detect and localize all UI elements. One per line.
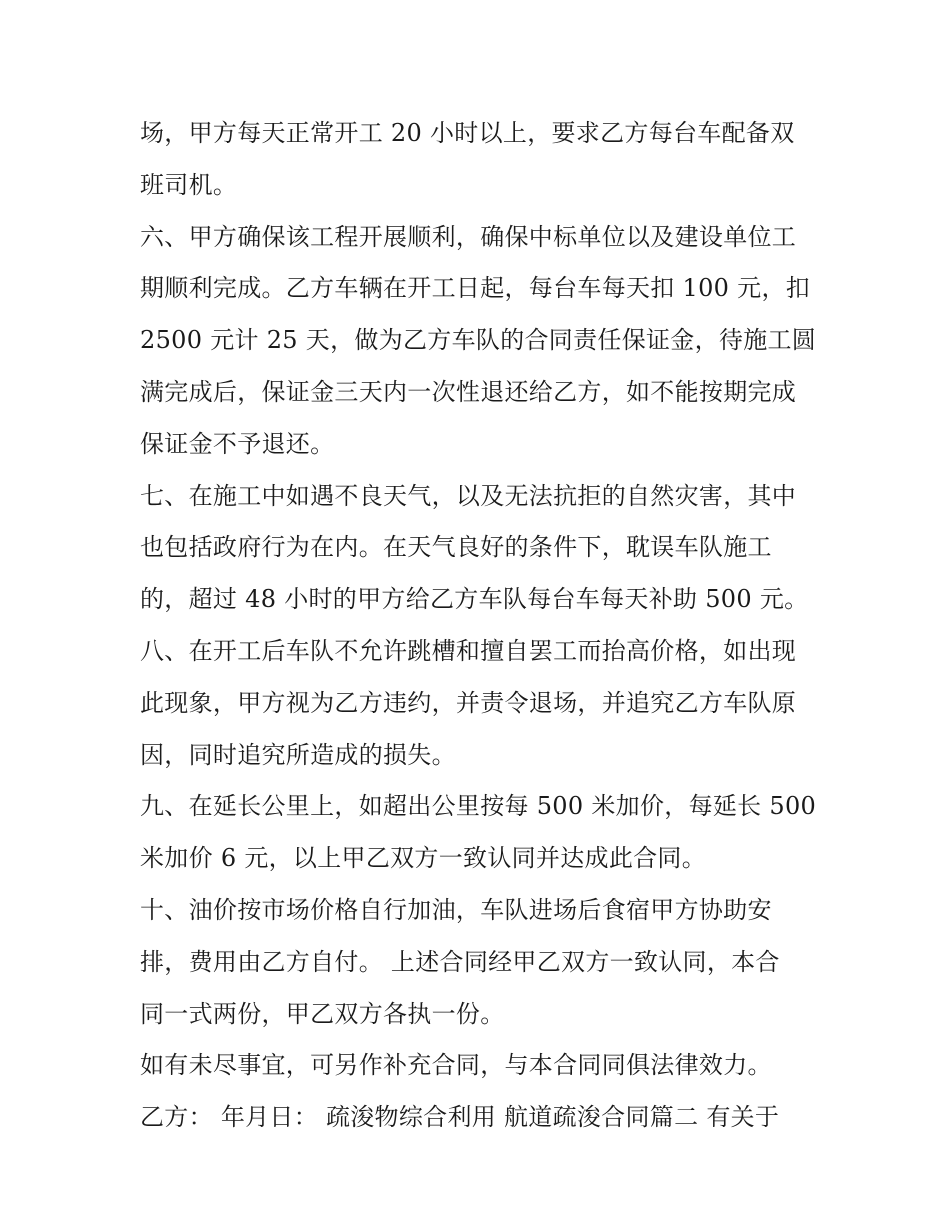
text-line-12: 此现象，甲方视为乙方违约，并责令退场，并追究乙方车队原 bbox=[140, 688, 797, 717]
text-line-20: 乙方： 年月日： 疏浚物综合利用 航道疏浚合同篇二 有关于 bbox=[140, 1103, 780, 1132]
text-line-10: 的，超过 48 小时的甲方给乙方车队每台车每天补助 500 元。 bbox=[140, 585, 809, 614]
text-line-17: 排，费用由乙方自付。 上述合同经甲乙双方一致认同，本合 bbox=[140, 947, 780, 976]
text-line-11: 八、在开工后车队不允许跳槽和擅自罢工而抬高价格，如出现 bbox=[140, 636, 797, 665]
contract-text-body bbox=[140, 108, 830, 1144]
text-line-1: 场，甲方每天正常开工 20 小时以上，要求乙方每台车配备双 bbox=[140, 119, 795, 147]
text-line-16: 十、油价按市场价格自行加油，车队进场后食宿甲方协助安 bbox=[140, 895, 772, 924]
text-line-15: 米加价 6 元，以上甲乙双方一致认同并达成此合同。 bbox=[140, 844, 707, 873]
text-line-18: 同一式两份，甲乙双方各执一份。 bbox=[140, 999, 505, 1028]
text-line-19: 如有未尽事宜，可另作补充合同，与本合同同俱法律效力。 bbox=[140, 1051, 772, 1080]
text-line-8: 七、在施工中如遇不良天气，以及无法抗拒的自然灾害，其中 bbox=[140, 481, 797, 510]
text-line-3: 六、甲方确保该工程开展顺利，确保中标单位以及建设单位工 bbox=[140, 222, 797, 251]
text-line-7: 保证金不予退还。 bbox=[140, 429, 335, 458]
text-line-6: 满完成后，保证金三天内一次性退还给乙方，如不能按期完成 bbox=[140, 377, 797, 406]
text-line-14: 九、在延长公里上，如超出公里按每 500 米加价，每延长 500 bbox=[140, 792, 817, 821]
text-line-13: 因，同时追究所造成的损失。 bbox=[140, 740, 456, 769]
text-line-2: 班司机。 bbox=[140, 170, 238, 199]
text-line-4: 期顺利完成。乙方车辆在开工日起，每台车每天扣 100 元，扣 bbox=[140, 274, 811, 303]
text-line-9: 也包括政府行为在内。在天气良好的条件下，耽误车队施工 bbox=[140, 533, 772, 562]
text-line-5: 2500 元计 25 天，做为乙方车队的合同责任保证金，待施工圆 bbox=[140, 326, 817, 355]
